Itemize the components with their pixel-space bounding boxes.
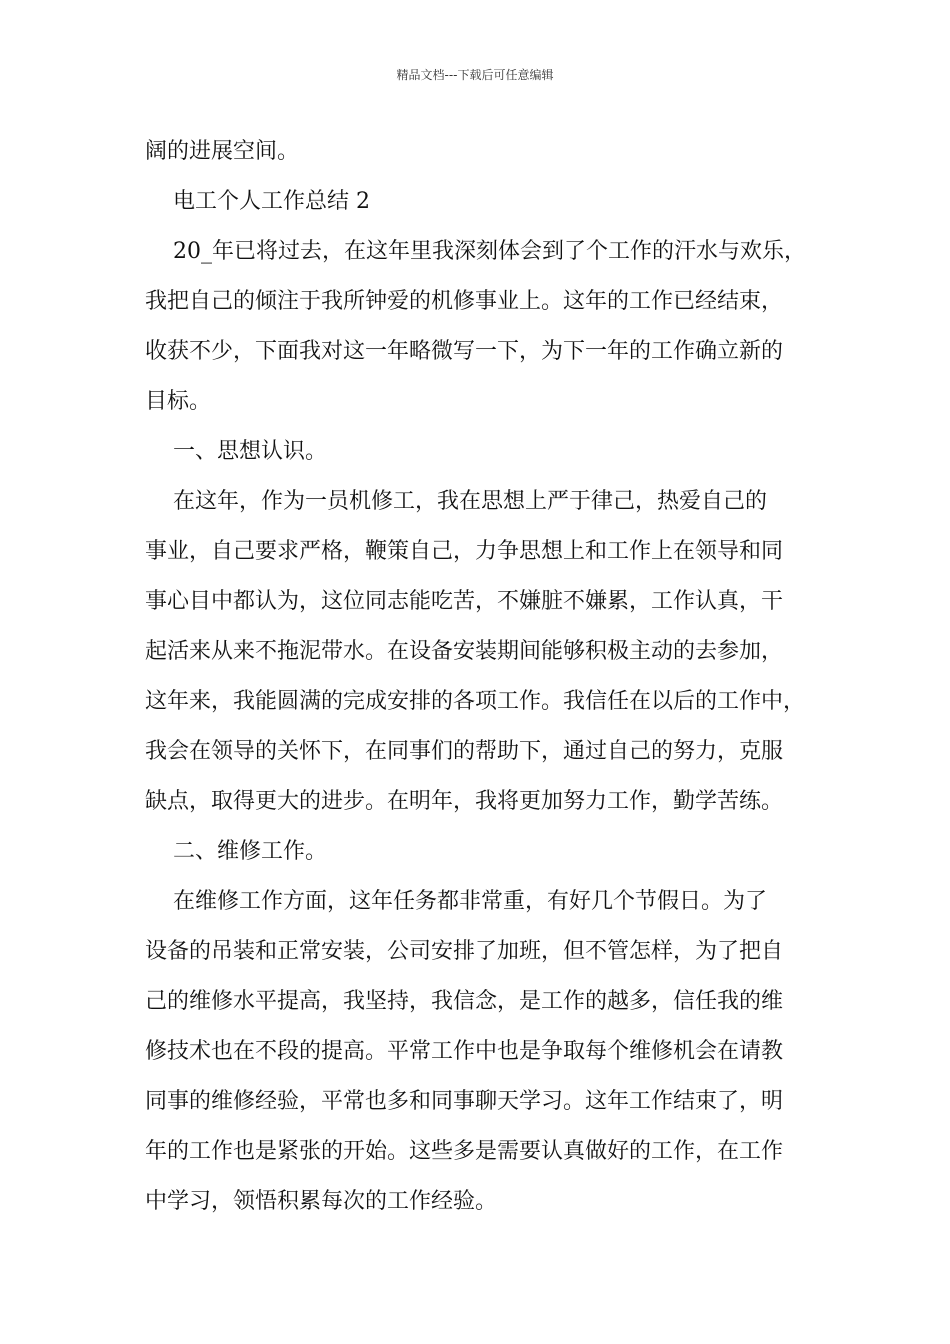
text-line: 缺点，取得更大的进步。在明年，我将更加努力工作，勤学苦练。: [145, 789, 784, 814]
text-line: 阔的进展空间。: [145, 139, 300, 164]
text-line: 在这年，作为一员机修工，我在思想上严于律己，热爱自己的: [145, 489, 767, 514]
document-body: [145, 127, 830, 1227]
text-line: 设备的吊装和正常安装，公司安排了加班，但不管怎样，为了把自: [145, 939, 784, 964]
text-line: 年的工作也是紧张的开始。这些多是需要认真做好的工作，在工作: [145, 1139, 784, 1164]
text-line: 这年来，我能圆满的完成安排的各项工作。我信任在以后的工作中，: [145, 689, 806, 714]
section-title: 电工个人工作总结 2: [145, 189, 370, 214]
text-line: 目标。: [145, 389, 212, 414]
text-line: 起活来从来不拖泥带水。在设备安装期间能够积极主动的去参加，: [145, 639, 784, 664]
section-heading: 二、维修工作。: [145, 839, 327, 864]
text-line: 事心目中都认为，这位同志能吃苦，不嫌脏不嫌累，工作认真，干: [145, 589, 784, 614]
text-line: 修技术也在不段的提高。平常工作中也是争取每个维修机会在请教: [145, 1039, 784, 1064]
text-line: 我把自己的倾注于我所钟爱的机修事业上。这年的工作已经结束，: [145, 289, 784, 314]
text-line: 20_年已将过去，在这年里我深刻体会到了个工作的汗水与欢乐，: [145, 239, 806, 264]
text-line: 中学习，领悟积累每次的工作经验。: [145, 1189, 498, 1214]
text-line: 我会在领导的关怀下，在同事们的帮助下，通过自己的努力，克服: [145, 739, 784, 764]
text-line: 收获不少，下面我对这一年略微写一下，为下一年的工作确立新的: [145, 339, 784, 364]
text-line: 己的维修水平提高，我坚持，我信念，是工作的越多，信任我的维: [145, 989, 784, 1014]
text-line: 事业，自己要求严格，鞭策自己，力争思想上和工作上在领导和同: [145, 539, 784, 564]
page-header: 精品文档---下载后可任意编辑: [396, 68, 554, 82]
text-line: 同事的维修经验，平常也多和同事聊天学习。这年工作结束了，明: [145, 1089, 784, 1114]
section-heading: 一、思想认识。: [145, 439, 327, 464]
text-line: 在维修工作方面，这年任务都非常重，有好几个节假日。为了: [145, 889, 767, 914]
